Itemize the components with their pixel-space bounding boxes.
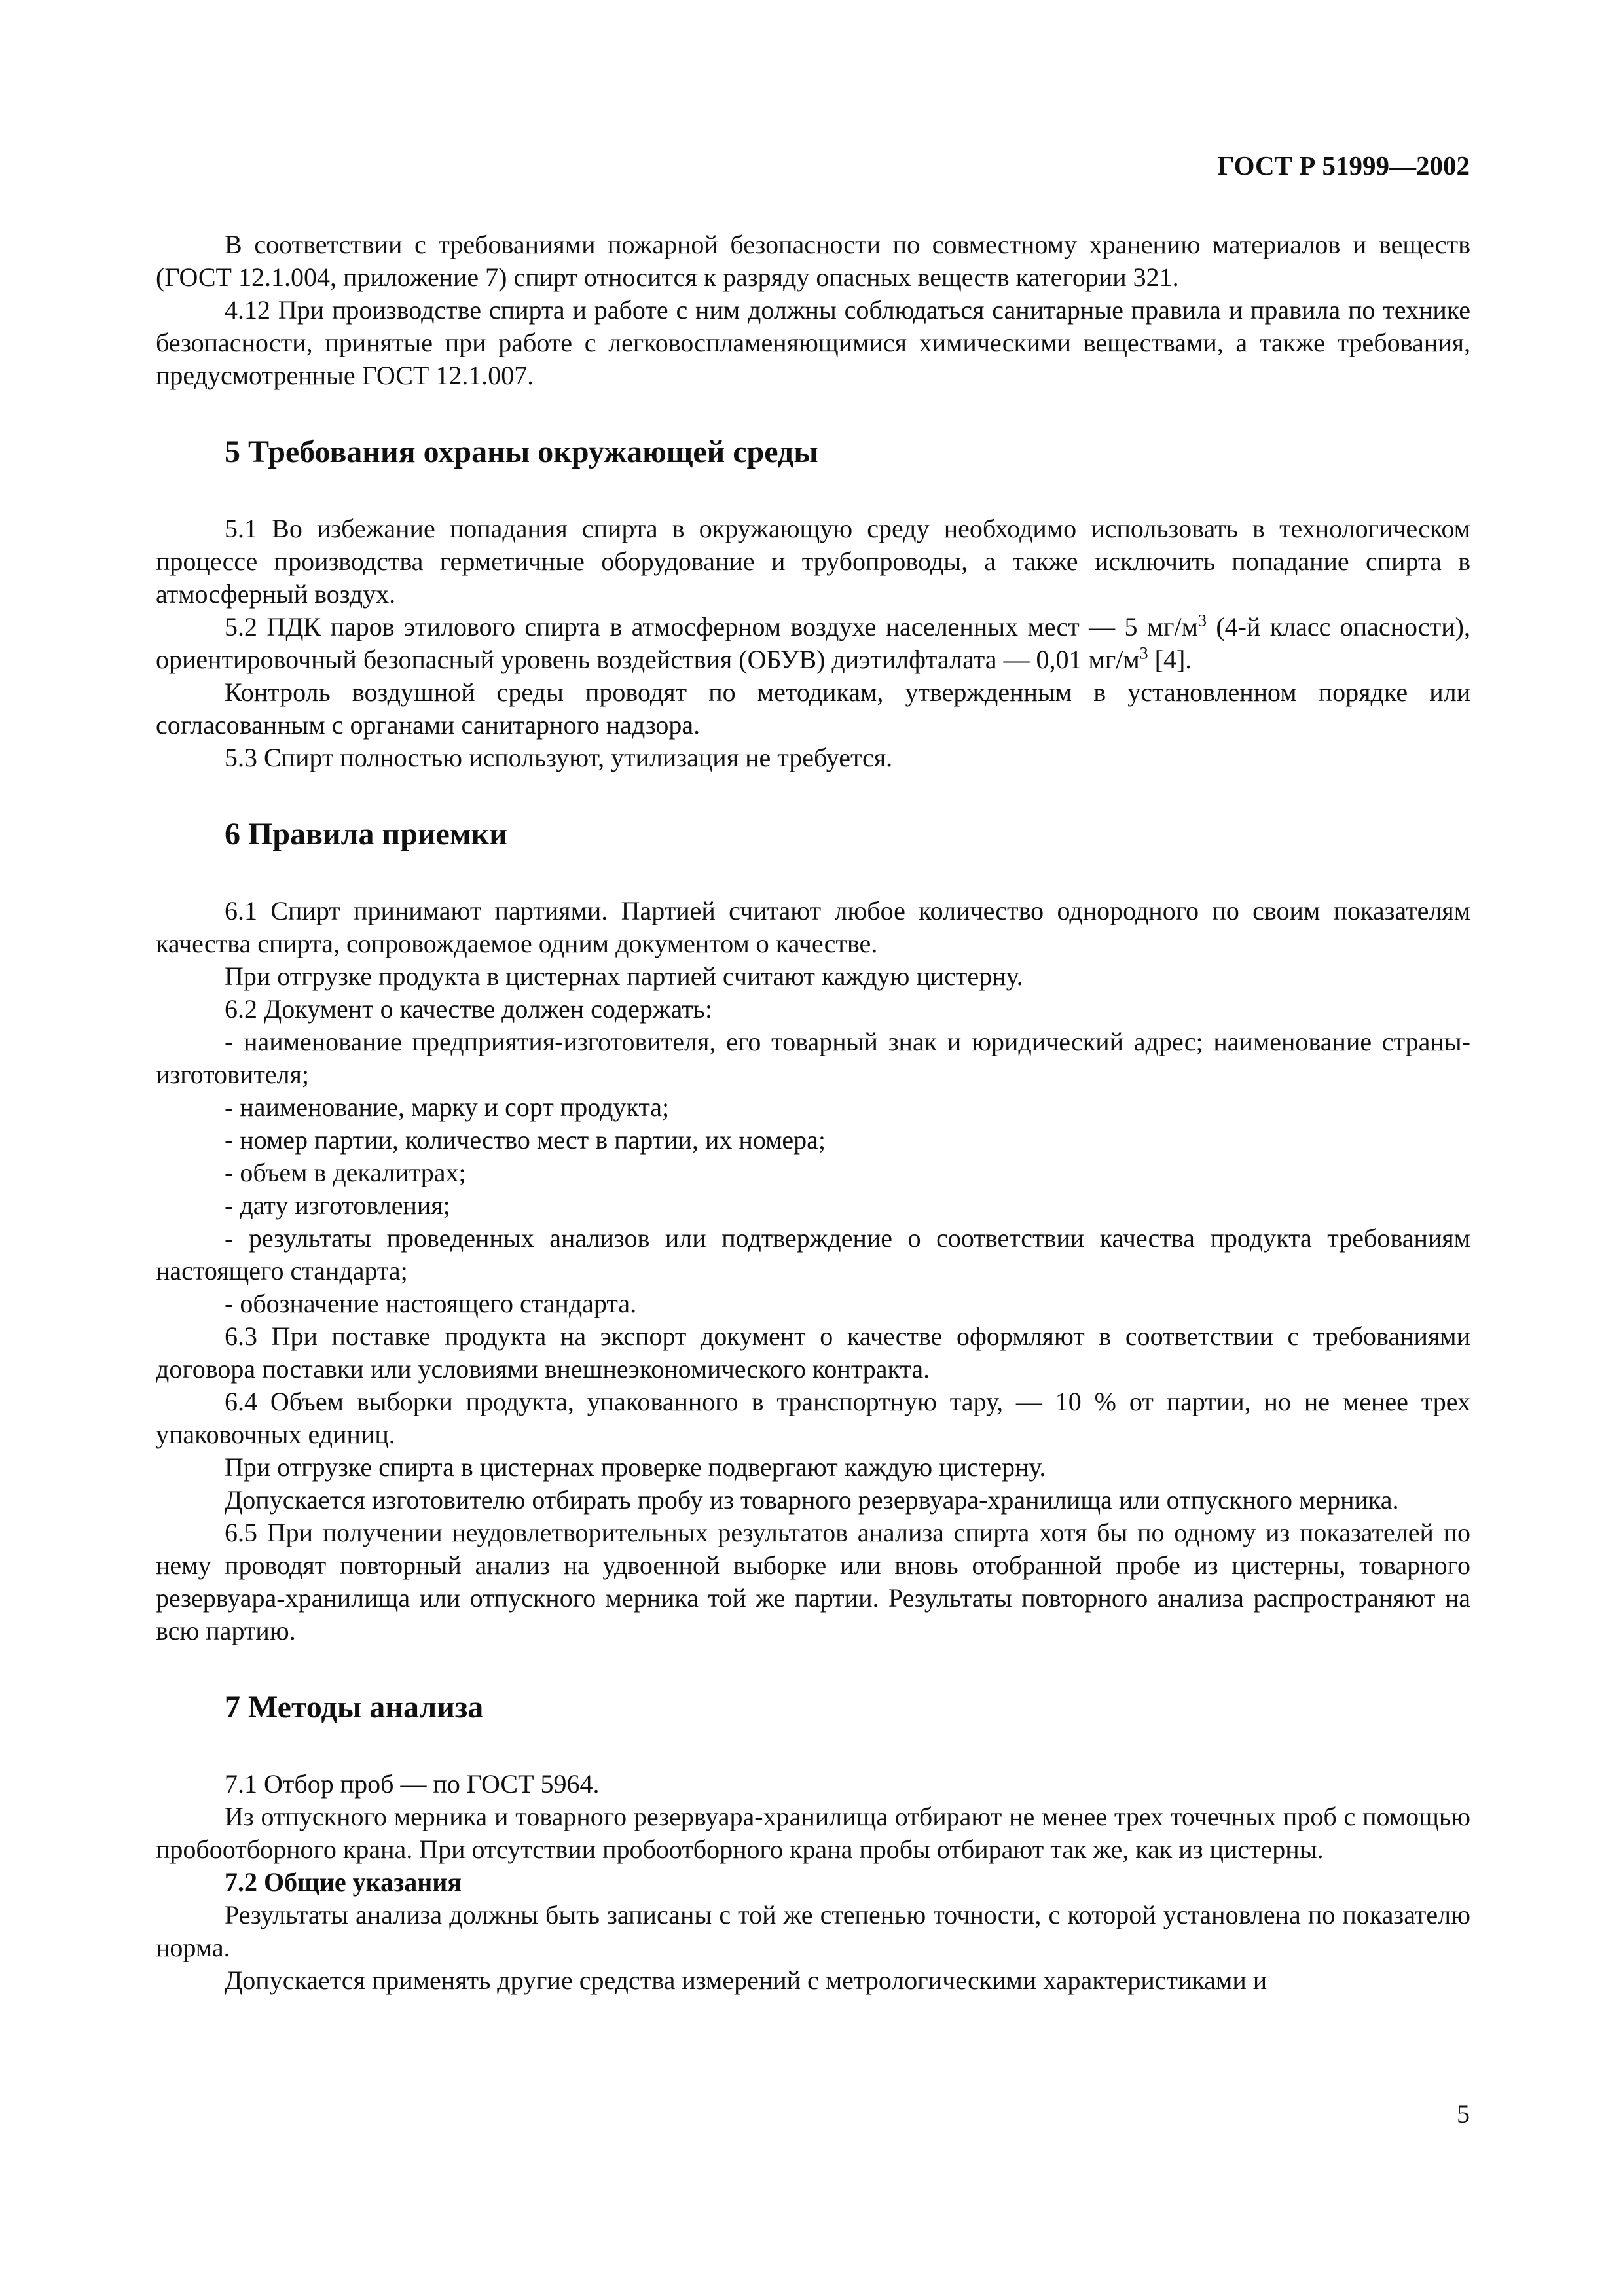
superscript-3: 3 <box>1197 611 1207 630</box>
paragraph-5-2-part-b: (4-й класс опасности), ориентировочный безопасный уровень воздействия (ОБУВ) диэтилфталата — 0,01 мг/м <box>156 612 1470 674</box>
paragraph-5-2 <box>156 611 1470 676</box>
paragraph-4-12: 4.12 При производстве спирта и работе с ним должны соблюдаться санитарные правила и правила по технике безопасности, принятые при работе с легковоспламеняющимися химическими веществами, а также требования, предусмотренные ГОСТ 12.1.007. <box>156 295 1470 390</box>
paragraph-6-5: 6.5 При получении неудовлетворительных результатов анализа спирта хотя бы по одному из показателей по нему проводят повторный анализ на удвоенной выборке или вновь отобранной пробе из цистерны, товарного резервуара-хранилища или отпускного мерника той же партии. Результаты повторного анализа распространяют на всю партию. <box>156 1518 1470 1645</box>
paragraph-5-3: 5.3 Спирт полностью используют, утилизация не требуется. <box>225 743 893 772</box>
paragraph-sampling-allowed: Допускается изготовителю отбирать пробу из товарного резервуара-хранилища или отпускного мерника. <box>225 1485 1399 1515</box>
section-6-title: 6 Правила приемки <box>225 817 507 852</box>
page-number: 5 <box>1457 2099 1470 2128</box>
subsection-7-2-title: 7.2 Общие указания <box>225 1867 462 1897</box>
paragraph-tank-shipment: При отгрузке продукта в цистернах партией считают каждую цистерну. <box>225 961 1023 991</box>
list-item: - номер партии, количество мест в партии, их номера; <box>225 1125 826 1155</box>
superscript-3b: 3 <box>1139 643 1148 663</box>
paragraph-6-4: 6.4 Объем выборки продукта, упакованного в транспортную тару, — 10 % от партии, но не менее трех упаковочных единиц. <box>156 1387 1470 1449</box>
paragraph-air-control: Контроль воздушной среды проводят по методикам, утвержденным в установленном порядке или согласованным с органами санитарного надзора. <box>156 677 1470 740</box>
list-item: - наименование предприятия-изготовителя, его товарный знак и юридический адрес; наименование страны-изготовителя; <box>156 1027 1470 1089</box>
document-body <box>156 228 1470 1997</box>
paragraph-6-1: 6.1 Спирт принимают партиями. Партией считают любое количество однородного по своим показателям качества спирта, сопровождаемое одним документом о качестве. <box>156 896 1470 958</box>
list-item: - результаты проведенных анализов или подтверждение о соответствии качества продукта требованиям настоящего стандарта; <box>156 1223 1470 1285</box>
paragraph-7-1: 7.1 Отбор проб — по ГОСТ 5964. <box>225 1769 600 1799</box>
standard-id-header: ГОСТ Р 51999—2002 <box>1217 151 1470 181</box>
list-item: - объем в декалитрах; <box>225 1158 466 1187</box>
paragraph-tank-inspection: При отгрузке спирта в цистернах проверке подвергают каждую цистерну. <box>225 1452 1046 1482</box>
paragraph-5-1: 5.1 Во избежание попадания спирта в окружающую среду необходимо использовать в технологическом процессе производства герметичные оборудование и трубопроводы, а также исключить попадание спирта в атмосферный воздух. <box>156 514 1470 609</box>
section-5-title: 5 Требования охраны окружающей среды <box>225 435 818 469</box>
paragraph-6-2: 6.2 Документ о качестве должен содержать: <box>225 994 713 1024</box>
paragraph-6-3: 6.3 При поставке продукта на экспорт документ о качестве оформляют в соответствии с требованиями договора поставки или условиями внешнеэкономического контракта. <box>156 1321 1470 1384</box>
paragraph-results: Результаты анализа должны быть записаны с той же степенью точности, с которой установлена по показателю норма. <box>156 1900 1470 1962</box>
list-item: - дату изготовления; <box>225 1191 450 1220</box>
list-item: - обозначение настоящего стандарта. <box>225 1289 637 1318</box>
paragraph-sampling: Из отпускного мерника и товарного резервуара-хранилища отбирают не менее трех точечных проб с помощью пробоотборного крана. При отсутствии пробоотборного крана пробы отбирают так же, как из цистерны. <box>156 1802 1470 1864</box>
paragraph-fire-safety: В соответствии с требованиями пожарной безопасности по совместному хранению материалов и веществ (ГОСТ 12.1.004, приложение 7) спирт относится к разряду опасных веществ категории 321. <box>156 230 1470 292</box>
section-7-title: 7 Методы анализа <box>225 1690 484 1725</box>
paragraph-other-instruments: Допускается применять другие средства измерений с метрологическими характеристиками и <box>225 1965 1267 1995</box>
paragraph-5-2-part-a: 5.2 ПДК паров этилового спирта в атмосферном воздухе населенных мест — 5 мг/м <box>225 612 1198 641</box>
list-item: - наименование, марку и сорт продукта; <box>225 1092 670 1122</box>
paragraph-5-2-part-c: [4]. <box>1148 645 1192 674</box>
